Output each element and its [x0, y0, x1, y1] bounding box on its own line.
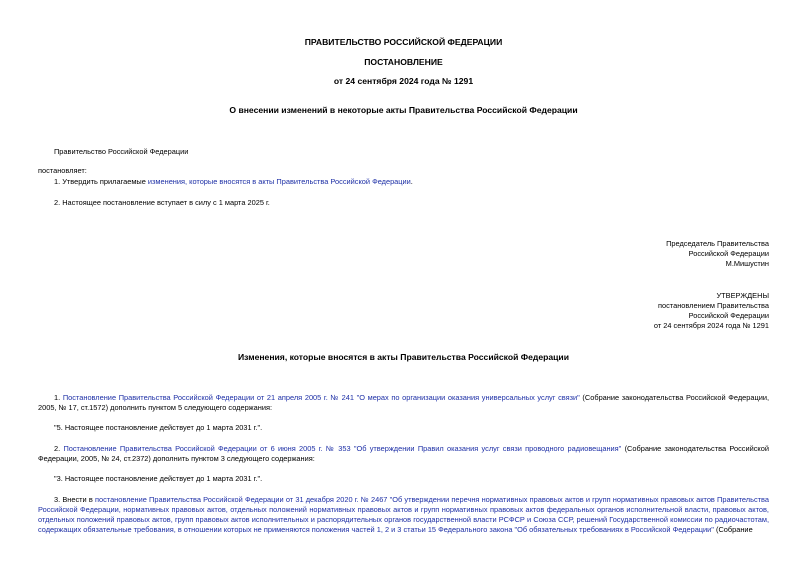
- signature-name: М.Мишустин: [725, 259, 769, 268]
- item-2: 2. Настоящее постановление вступает в силу с 1 марта 2025 г.: [54, 198, 270, 207]
- p1-number: 1.: [54, 393, 63, 402]
- decree-353-link[interactable]: Постановление Правительства Российской Федерации от 6 июня 2005 г. № 353 "Об утверждении Правил оказания услуг связи проводного радиовещания": [63, 444, 622, 453]
- document-title: О внесении изменений в некоторые акты Правительства Российской Федерации: [229, 105, 578, 115]
- signature-position-line1: Председатель Правительства: [666, 239, 769, 248]
- p2-number: 2.: [54, 444, 64, 453]
- approval-line1: УТВЕРЖДЕНЫ: [716, 291, 769, 300]
- decree-2467-link[interactable]: постановление Правительства Российской Федерации от 31 декабря 2020 г. № 2467 "Об утверждении перечня нормативных правовых актов и групп нормативных правовых актов Правительства Российской Федерации, нормативных правовых актов, отдельных положений нормативных правовых актов и групп нормативных правовых актов федеральных органов исполнительной власти, правовых актов, отдельных положений правовых актов, групп правовых актов исполнительных и распорядительных органов государственной власти РСФСР и Союза ССР, решений Государственной комиссии по радиочастотам, содержащих обязательные требования, в отношении которых не применяются положения частей 1, 2 и 3 статьи 15 Федерального закона "Об обязательных требованиях в Российской Федерации": [38, 495, 769, 534]
- authority-heading: ПРАВИТЕЛЬСТВО РОССИЙСКОЙ ФЕДЕРАЦИИ: [304, 37, 503, 47]
- approval-line2: постановлением Правительства: [658, 301, 769, 310]
- item-1-suffix: .: [410, 177, 413, 186]
- change-paragraph-3: [38, 495, 769, 535]
- changes-link[interactable]: изменения, которые вносятся в акты Правительства Российской Федерации: [147, 177, 411, 186]
- date-number-heading: от 24 сентября 2024 года № 1291: [333, 76, 474, 86]
- p2-text: (Собрание законодательства Российской Федерации, 2005, № 24, ст.2372) дополнить пунктом 3 следующего содержания:: [38, 444, 769, 463]
- signature-position-line2: Российской Федерации: [688, 249, 769, 258]
- item-1: [54, 177, 413, 187]
- p3-number: 3. Внести в: [54, 495, 95, 504]
- p1-quote: "5. Настоящее постановление действует до 1 марта 2031 г.".: [54, 423, 263, 432]
- p2-quote: "3. Настоящее постановление действует до 1 марта 2031 г.".: [54, 474, 263, 483]
- preamble-subject: Правительство Российской Федерации: [54, 147, 189, 156]
- changes-title: Изменения, которые вносятся в акты Правительства Российской Федерации: [237, 352, 569, 362]
- p1-text: (Собрание законодательства Российской Федерации, 2005, № 17, ст.1572) дополнить пунктом 5 следующего содержания:: [38, 393, 770, 412]
- approval-line3: Российской Федерации: [688, 311, 769, 320]
- preamble-verb: постановляет:: [38, 166, 87, 175]
- approval-line4: от 24 сентября 2024 года № 1291: [653, 321, 769, 330]
- change-paragraph-2: [38, 444, 769, 464]
- decree-241-link[interactable]: Постановление Правительства Российской Федерации от 21 апреля 2005 г. № 241 "О мерах по организации оказания универсальных услуг связи": [62, 393, 580, 402]
- p3-text: (Собрание: [713, 525, 753, 534]
- doc-type-heading: ПОСТАНОВЛЕНИЕ: [364, 57, 443, 67]
- change-paragraph-1: [38, 393, 769, 413]
- item-1-prefix: 1. Утвердить прилагаемые: [54, 177, 148, 186]
